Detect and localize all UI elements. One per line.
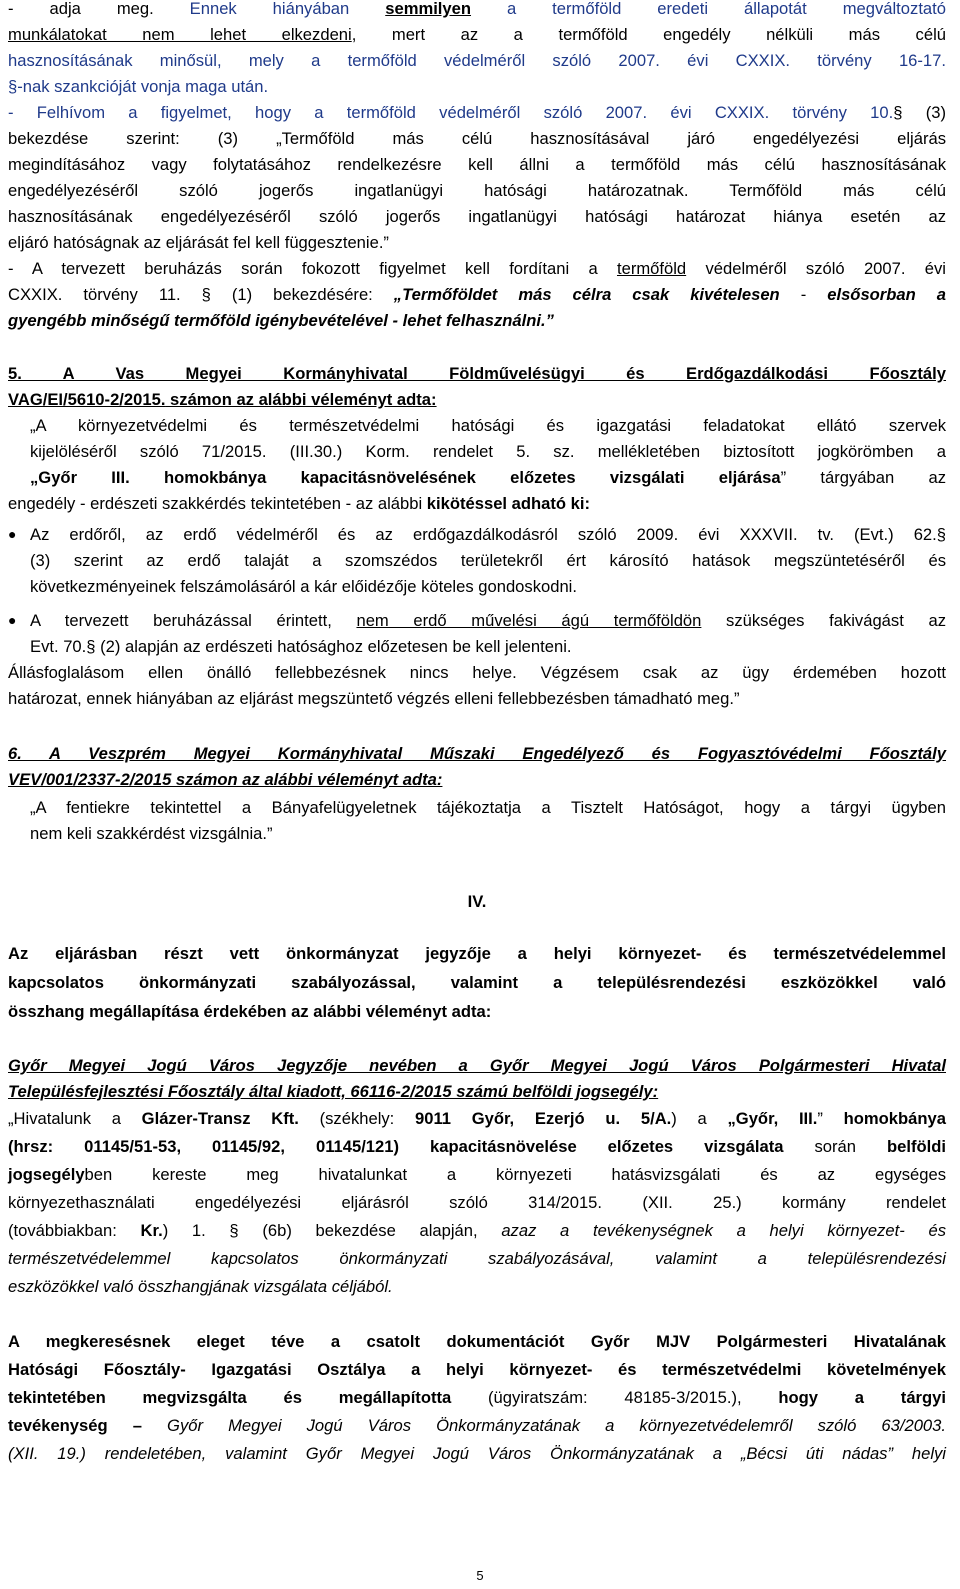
- section-heading: [8, 1053, 946, 1080]
- text-span: azaz a tevékenységnek a helyi környezet- és: [501, 1221, 946, 1240]
- text-span: termőföld: [616, 259, 687, 278]
- text-line: [8, 282, 946, 309]
- text-span: kijelöléséről szóló 71/2015. (III.30.) Korm. rendelet 5. sz. mellékletében biztosított jogkörömben a: [30, 442, 946, 461]
- list-item: [30, 574, 946, 601]
- text-span: Az eljárásban részt vett önkormányzat jegyzője a helyi környezet- és természetvédelemmel: [8, 944, 946, 963]
- text-span: semmilyen: [385, 0, 472, 18]
- text-span: - Felhívom a figyelmet, hogy a termőföld védelméről szóló 2007. évi CXXIX. törvény 10.: [8, 103, 894, 122]
- text-span: „Termőföldet más célra csak kivételesen: [393, 285, 780, 304]
- text-span: nem keli szakkérdést vizsgálnia.”: [30, 824, 273, 843]
- text-span: hasznosításának engedélyezéséről szóló jogerős ingatlanügyi hatósági határozat hiánya esetén az: [8, 207, 946, 226]
- text-span: összhang megállapítása érdekében az alábbi véleményt adta:: [8, 1002, 492, 1021]
- text-span: A megkeresésnek eleget téve a csatolt dokumentációt Győr MJV Polgármesteri Hivatalának: [8, 1332, 946, 1351]
- text-line: [8, 1357, 946, 1384]
- text-span: Hatósági Főosztály- Igazgatási Osztálya a helyi környezet- és természetvédelmi követelmények: [8, 1360, 946, 1379]
- text-span: „A fentiekre tekintettel a Bányafelügyeletnek tájékoztatja a Tisztelt Hatóságot, hogy a tárgyi ügyben: [30, 798, 946, 817]
- text-line: [8, 1134, 946, 1161]
- text-span: CXXIX. törvény 11. § (1) bekezdésére:: [8, 285, 394, 304]
- text-span: ”: [817, 1109, 844, 1128]
- text-span: Ennek hiányában: [189, 0, 386, 18]
- text-span: Győr Megyei Jogú Város Önkormányzatának a környezetvédelemről szóló 63/2003.: [167, 1416, 946, 1435]
- text-line: [8, 74, 946, 101]
- chapter-heading: [8, 889, 946, 916]
- text-span: számon az alábbi véleményt adta:: [165, 390, 437, 409]
- text-span: eljáró hatóságnak az eljárását fel kell függesztenie.”: [8, 233, 389, 252]
- text-span: környezethasználati engedélyezési eljárásról szóló 314/2015. (XII. 25.) kormány rendelet: [8, 1193, 946, 1212]
- text-span: tekintetében megvizsgálta és megállapította: [8, 1388, 452, 1407]
- text-span: Kr.: [140, 1221, 163, 1240]
- text-span: VEV/001/2337-2/2015 számon az alábbi véleményt adta:: [8, 770, 443, 789]
- list-item: [30, 634, 946, 661]
- text-span: „Győr III.: [30, 468, 164, 487]
- text-span: kapcsolatos önkormányzati szabályozással, valamint a településrendezési eszközökkel való: [8, 973, 946, 992]
- text-span: , mert az a termőföld engedély nélküli más célú: [351, 25, 946, 44]
- text-span: ) 1. § (6b) bekezdése alapján,: [162, 1221, 502, 1240]
- text-span: hasznosításának minősül, mely a termőföld védelméről szóló 2007. évi CXXIX. törvény 16-17.: [8, 51, 946, 70]
- text-span: Evt. 70.§ (2) alapján az erdészeti hatósághoz előzetesen be kell jelenteni.: [30, 637, 572, 656]
- text-line: [8, 308, 946, 335]
- text-line: [8, 1190, 946, 1217]
- text-span: engedélyezéséről szóló jogerős ingatlanügyi hatósági határozatnak. Termőföld más célú: [8, 181, 946, 200]
- text-span: 9011 Győr, Ezerjó u. 5/A.: [415, 1109, 672, 1128]
- text-span: §-nak szankcióját vonja maga után.: [8, 77, 269, 96]
- text-span: VAG/EI/5610-2/2015.: [8, 390, 166, 409]
- text-line: [8, 1385, 946, 1412]
- bullet-icon: ●: [8, 526, 17, 542]
- text-span: (továbbiakban:: [8, 1221, 141, 1240]
- text-line: [8, 48, 946, 75]
- text-span: a termőföld eredeti állapotát megváltoztató: [471, 0, 946, 18]
- text-line: [8, 126, 946, 153]
- text-span: Győr Megyei Jogú Város Jegyzője nevében a Győr Megyei Jogú Város Polgármesteri Hivatal: [8, 1056, 946, 1075]
- text-span: elsősorban a: [827, 285, 946, 304]
- text-line: [8, 970, 946, 997]
- text-span: homokbánya: [843, 1109, 946, 1128]
- text-span: jogsegély: [8, 1165, 85, 1184]
- list-item: [30, 608, 946, 635]
- text-line: [8, 686, 946, 713]
- text-span: határozat, ennek hiányában az eljárást megszüntető végzés elleni fellebbezésben támadható meg.”: [8, 689, 740, 708]
- text-span: - adja meg.: [8, 0, 190, 18]
- text-line: [8, 941, 946, 968]
- page-number: 5: [476, 1568, 484, 1583]
- text-line: [8, 660, 946, 687]
- section-heading: [8, 1079, 946, 1106]
- list-item: [30, 522, 946, 549]
- text-line: [8, 204, 946, 231]
- text-span: következményeinek felszámolásáról a kár előidézője köteles gondoskodni.: [30, 577, 577, 596]
- text-line: [8, 1329, 946, 1356]
- text-line: [8, 1162, 946, 1189]
- text-span: gyengébb minőségű termőföld igénybevételével - lehet felhasználni.”: [8, 311, 554, 330]
- text-span: homokbánya kapacitásnövelésének előzetes vizsgálati eljárása: [163, 468, 781, 487]
- text-span: belföldi: [887, 1137, 946, 1156]
- text-span: engedély - erdészeti szakkérdés tekintetében - az alábbi: [8, 494, 427, 513]
- section-heading: [8, 387, 946, 414]
- text-span: bekezdése szerint: (3) „Termőföld más célú hasznosításával járó engedélyezési eljárás: [8, 129, 946, 148]
- text-span: ” tárgyában az: [780, 468, 946, 487]
- text-span: Az erdőről, az erdő védelméről és az erdőgazdálkodásról szóló 2009. évi XXXVII. tv. (Evt.) 62.§: [30, 525, 946, 544]
- text-line: [30, 413, 946, 440]
- text-span: - A tervezett beruházás során fokozott figyelmet kell fordítani a: [8, 259, 617, 278]
- text-span: nem erdő művelési ágú termőföldön: [356, 611, 702, 630]
- text-span: ben kereste meg hivatalunkat a környezeti hatásvizsgálati és az egységes: [84, 1165, 946, 1184]
- text-span: -: [779, 285, 828, 304]
- text-span: „Győr, III.: [727, 1109, 818, 1128]
- text-span: „A környezetvédelmi és természetvédelmi hatósági és igazgatási feladatokat ellátó szervek: [30, 416, 946, 435]
- text-line: [8, 0, 946, 23]
- text-span: tevékenység: [8, 1416, 108, 1435]
- text-line: [30, 439, 946, 466]
- text-line: [8, 1274, 946, 1301]
- text-span: megindításához vagy folytatásához rendelkezésre kell állni a termőföld más célú hasznosításának: [8, 155, 946, 174]
- text-span: (hrsz: 01145/51-53, 01145/92, 01145/121) kapacitásnövelése előzetes vizsgálata: [8, 1137, 784, 1156]
- text-line: [8, 256, 946, 283]
- text-line: [8, 100, 946, 127]
- text-span: IV.: [467, 892, 487, 911]
- text-span: (ügyiratszám: 48185-3/2015.),: [451, 1388, 779, 1407]
- text-span: eszközökkel való összhangjának vizsgálata céljából.: [8, 1277, 393, 1296]
- text-span: „Hivatalunk a: [8, 1109, 142, 1128]
- text-span: § (3): [893, 103, 946, 122]
- text-line: [30, 795, 946, 822]
- text-span: 6. A Veszprém Megyei Kormányhivatal Műszaki Engedélyező és Fogyasztóvédelmi Főosztály: [8, 744, 946, 763]
- text-span: 5. A Vas Megyei Kormányhivatal Földművelésügyi és Erdőgazdálkodási Főosztály: [8, 364, 946, 383]
- text-span: hogy a tárgyi: [778, 1388, 946, 1407]
- text-line: [8, 491, 946, 518]
- text-span: Településfejlesztési Főosztály által kiadott, 66116-2/2015 számú belföldi jogsegély:: [8, 1082, 659, 1101]
- text-span: során: [783, 1137, 887, 1156]
- text-line: [8, 22, 946, 49]
- text-line: [8, 178, 946, 205]
- text-line: [8, 230, 946, 257]
- text-span: A tervezett beruházással érintett,: [30, 611, 357, 630]
- text-span: munkálatokat nem lehet elkezdeni: [8, 25, 352, 44]
- section-heading: [8, 361, 946, 388]
- text-line: [30, 465, 946, 492]
- list-item: [30, 548, 946, 575]
- text-span: ) a: [671, 1109, 728, 1128]
- text-span: (3) szerint az erdő talaját a szomszédos területekről ért károsító hatások megszüntetéséről és: [30, 551, 946, 570]
- text-span: –: [107, 1416, 168, 1435]
- text-line: [8, 152, 946, 179]
- section-heading: [8, 767, 946, 794]
- text-line: [8, 1413, 946, 1440]
- text-line: [8, 1218, 946, 1245]
- text-span: szükséges fakivágást az: [701, 611, 946, 630]
- text-line: [8, 999, 946, 1026]
- bullet-icon: ●: [8, 612, 17, 628]
- text-line: [8, 1441, 946, 1468]
- section-heading: [8, 741, 946, 768]
- text-span: Glázer-Transz Kft.: [141, 1109, 299, 1128]
- text-span: védelméről szóló 2007. évi: [686, 259, 946, 278]
- text-line: [30, 821, 946, 848]
- text-line: [8, 1106, 946, 1133]
- text-span: kikötéssel adható ki:: [426, 494, 591, 513]
- text-span: Állásfoglalásom ellen önálló fellebbezésnek nincs helye. Végzésem csak az ügy érdemében hozott: [8, 663, 946, 682]
- text-line: [8, 1246, 946, 1273]
- text-span: (székhely:: [298, 1109, 416, 1128]
- text-span: (XII. 19.) rendeletében, valamint Győr Megyei Jogú Város Önkormányzatának a „Bécsi úti nádas” helyi: [8, 1444, 946, 1463]
- text-span: természetvédelemmel kapcsolatos önkormányzati szabályozásával, valamint a településrendezési: [8, 1249, 946, 1268]
